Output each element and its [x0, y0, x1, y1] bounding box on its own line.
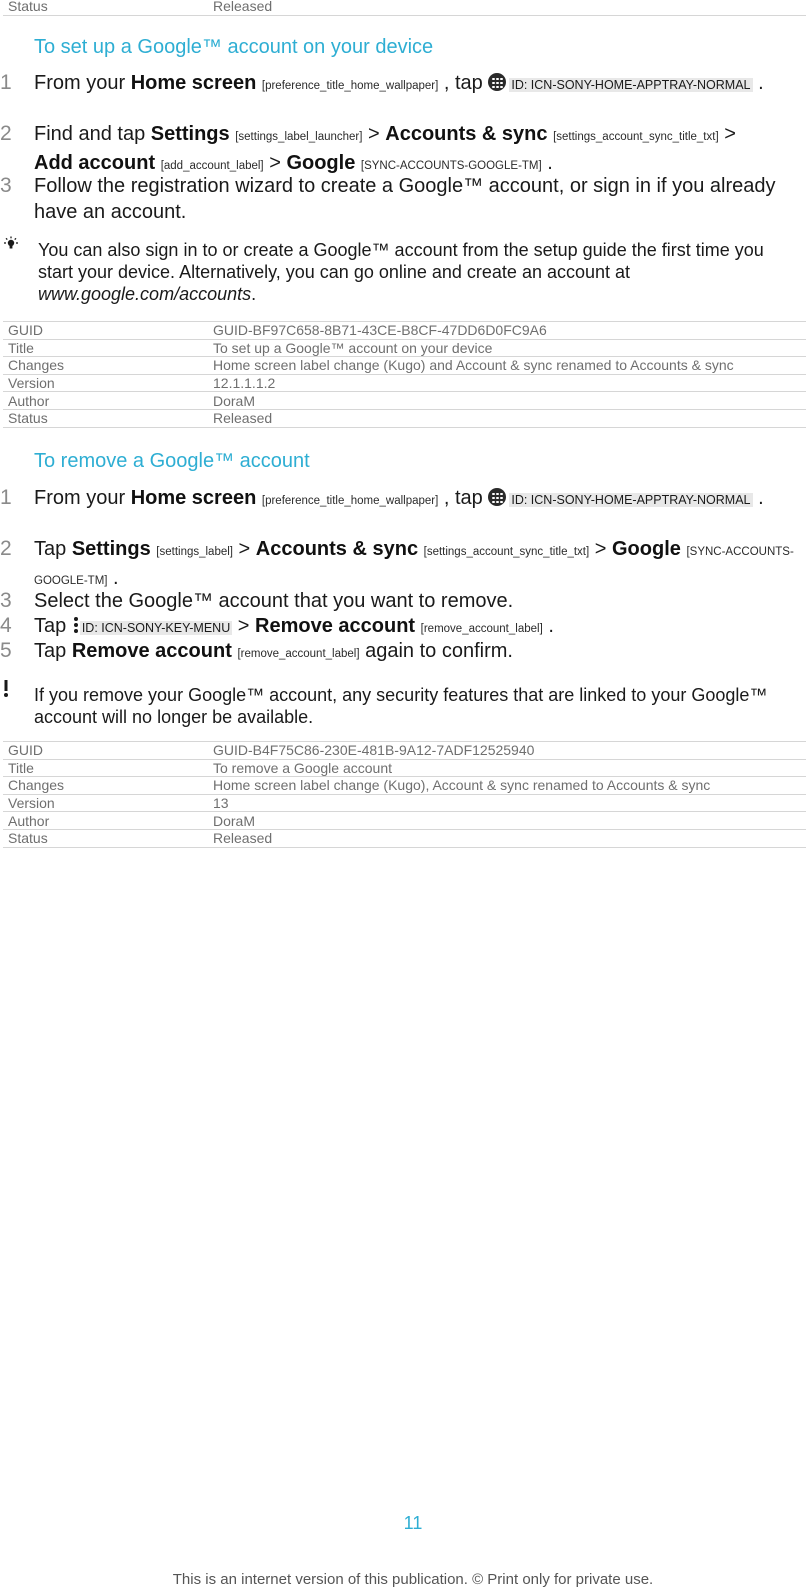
meta-value: GUID-B4F75C86-230E-481B-9A12-7ADF12525940 [208, 742, 806, 760]
remove-metadata-table [3, 741, 806, 848]
add-account-label: Add account [34, 151, 156, 174]
section-title-setup: To set up a Google™ account on your device [34, 36, 434, 58]
icon-id-label: ID: ICN-SONY-HOME-APPTRAY-NORMAL [511, 78, 751, 92]
step-number: 1 [0, 486, 12, 509]
section-title-remove: To remove a Google™ account [34, 450, 310, 472]
previous-metadata-table [3, 0, 806, 16]
meta-key: Author [3, 392, 208, 410]
meta-key: Status [3, 829, 208, 847]
meta-value: Released [208, 0, 806, 15]
meta-key: GUID [3, 322, 208, 340]
meta-key: Changes [3, 357, 208, 375]
icon-id-label: ID: ICN-SONY-HOME-APPTRAY-NORMAL [511, 493, 751, 507]
step-number: 2 [0, 537, 12, 560]
meta-key: Status [3, 0, 208, 15]
step-number: 5 [0, 639, 12, 662]
google-label: Google [612, 538, 681, 560]
meta-value: 13 [208, 794, 806, 812]
step-number: 3 [0, 174, 12, 197]
warning-note: If you remove your Google™ account, any security features that are linked to your Google™ account will no longer be available. [34, 685, 768, 727]
warning-exclamation-icon [3, 680, 9, 698]
step-number: 1 [0, 71, 12, 94]
app-tray-icon [488, 488, 506, 506]
settings-label: Settings [150, 123, 230, 145]
meta-value: Home screen label change (Kugo), Account & sync renamed to Accounts & sync [208, 777, 806, 795]
settings-label: Settings [71, 538, 151, 560]
meta-key: Title [3, 759, 208, 777]
home-screen-label: Home screen [130, 487, 257, 509]
meta-key: Version [3, 374, 208, 392]
meta-value: DoraM [208, 812, 806, 830]
meta-key: Status [3, 409, 208, 427]
meta-key: Changes [3, 777, 208, 795]
tip-note: You can also sign in to or create a Google™ account from the setup guide the first time you start your device. Alternatively, you can go online and create an account at www.google.com/accounts. [38, 240, 764, 304]
accounts-sync-label: Accounts & sync [385, 123, 548, 145]
tip-lightbulb-icon [3, 236, 19, 250]
remove-account-label: Remove account [255, 615, 416, 637]
step-number: 3 [0, 589, 12, 612]
meta-key: Author [3, 812, 208, 830]
meta-value: To set up a Google™ account on your device [208, 339, 806, 357]
footer-disclaimer: This is an internet version of this publication. © Print only for private use. [172, 1571, 654, 1588]
google-accounts-link[interactable]: www.google.com/accounts [38, 284, 252, 304]
meta-value: Home screen label change (Kugo) and Account & sync renamed to Accounts & sync [208, 357, 806, 375]
meta-value: 12.1.1.1.2 [208, 374, 806, 392]
meta-value: Released [208, 409, 806, 427]
setup-metadata-table [3, 321, 806, 428]
menu-icon [74, 616, 79, 634]
page-number: 11 [403, 1513, 423, 1533]
step-number: 4 [0, 614, 12, 637]
accounts-sync-label: Accounts & sync [255, 538, 419, 560]
home-screen-label: Home screen [130, 72, 257, 94]
meta-key: Title [3, 339, 208, 357]
google-label: Google [286, 151, 356, 174]
meta-value: Released [208, 829, 806, 847]
meta-key: Version [3, 794, 208, 812]
meta-value: GUID-BF97C658-8B71-43CE-B8CF-47DD6D0FC9A6 [208, 322, 806, 340]
meta-key: GUID [3, 742, 208, 760]
app-tray-icon [488, 73, 506, 91]
meta-value: DoraM [208, 392, 806, 410]
meta-value: To remove a Google account [208, 759, 806, 777]
remove-account-label: Remove account [71, 640, 232, 662]
icon-id-label: ID: ICN-SONY-KEY-MENU [81, 621, 231, 635]
step-number: 2 [0, 122, 12, 145]
